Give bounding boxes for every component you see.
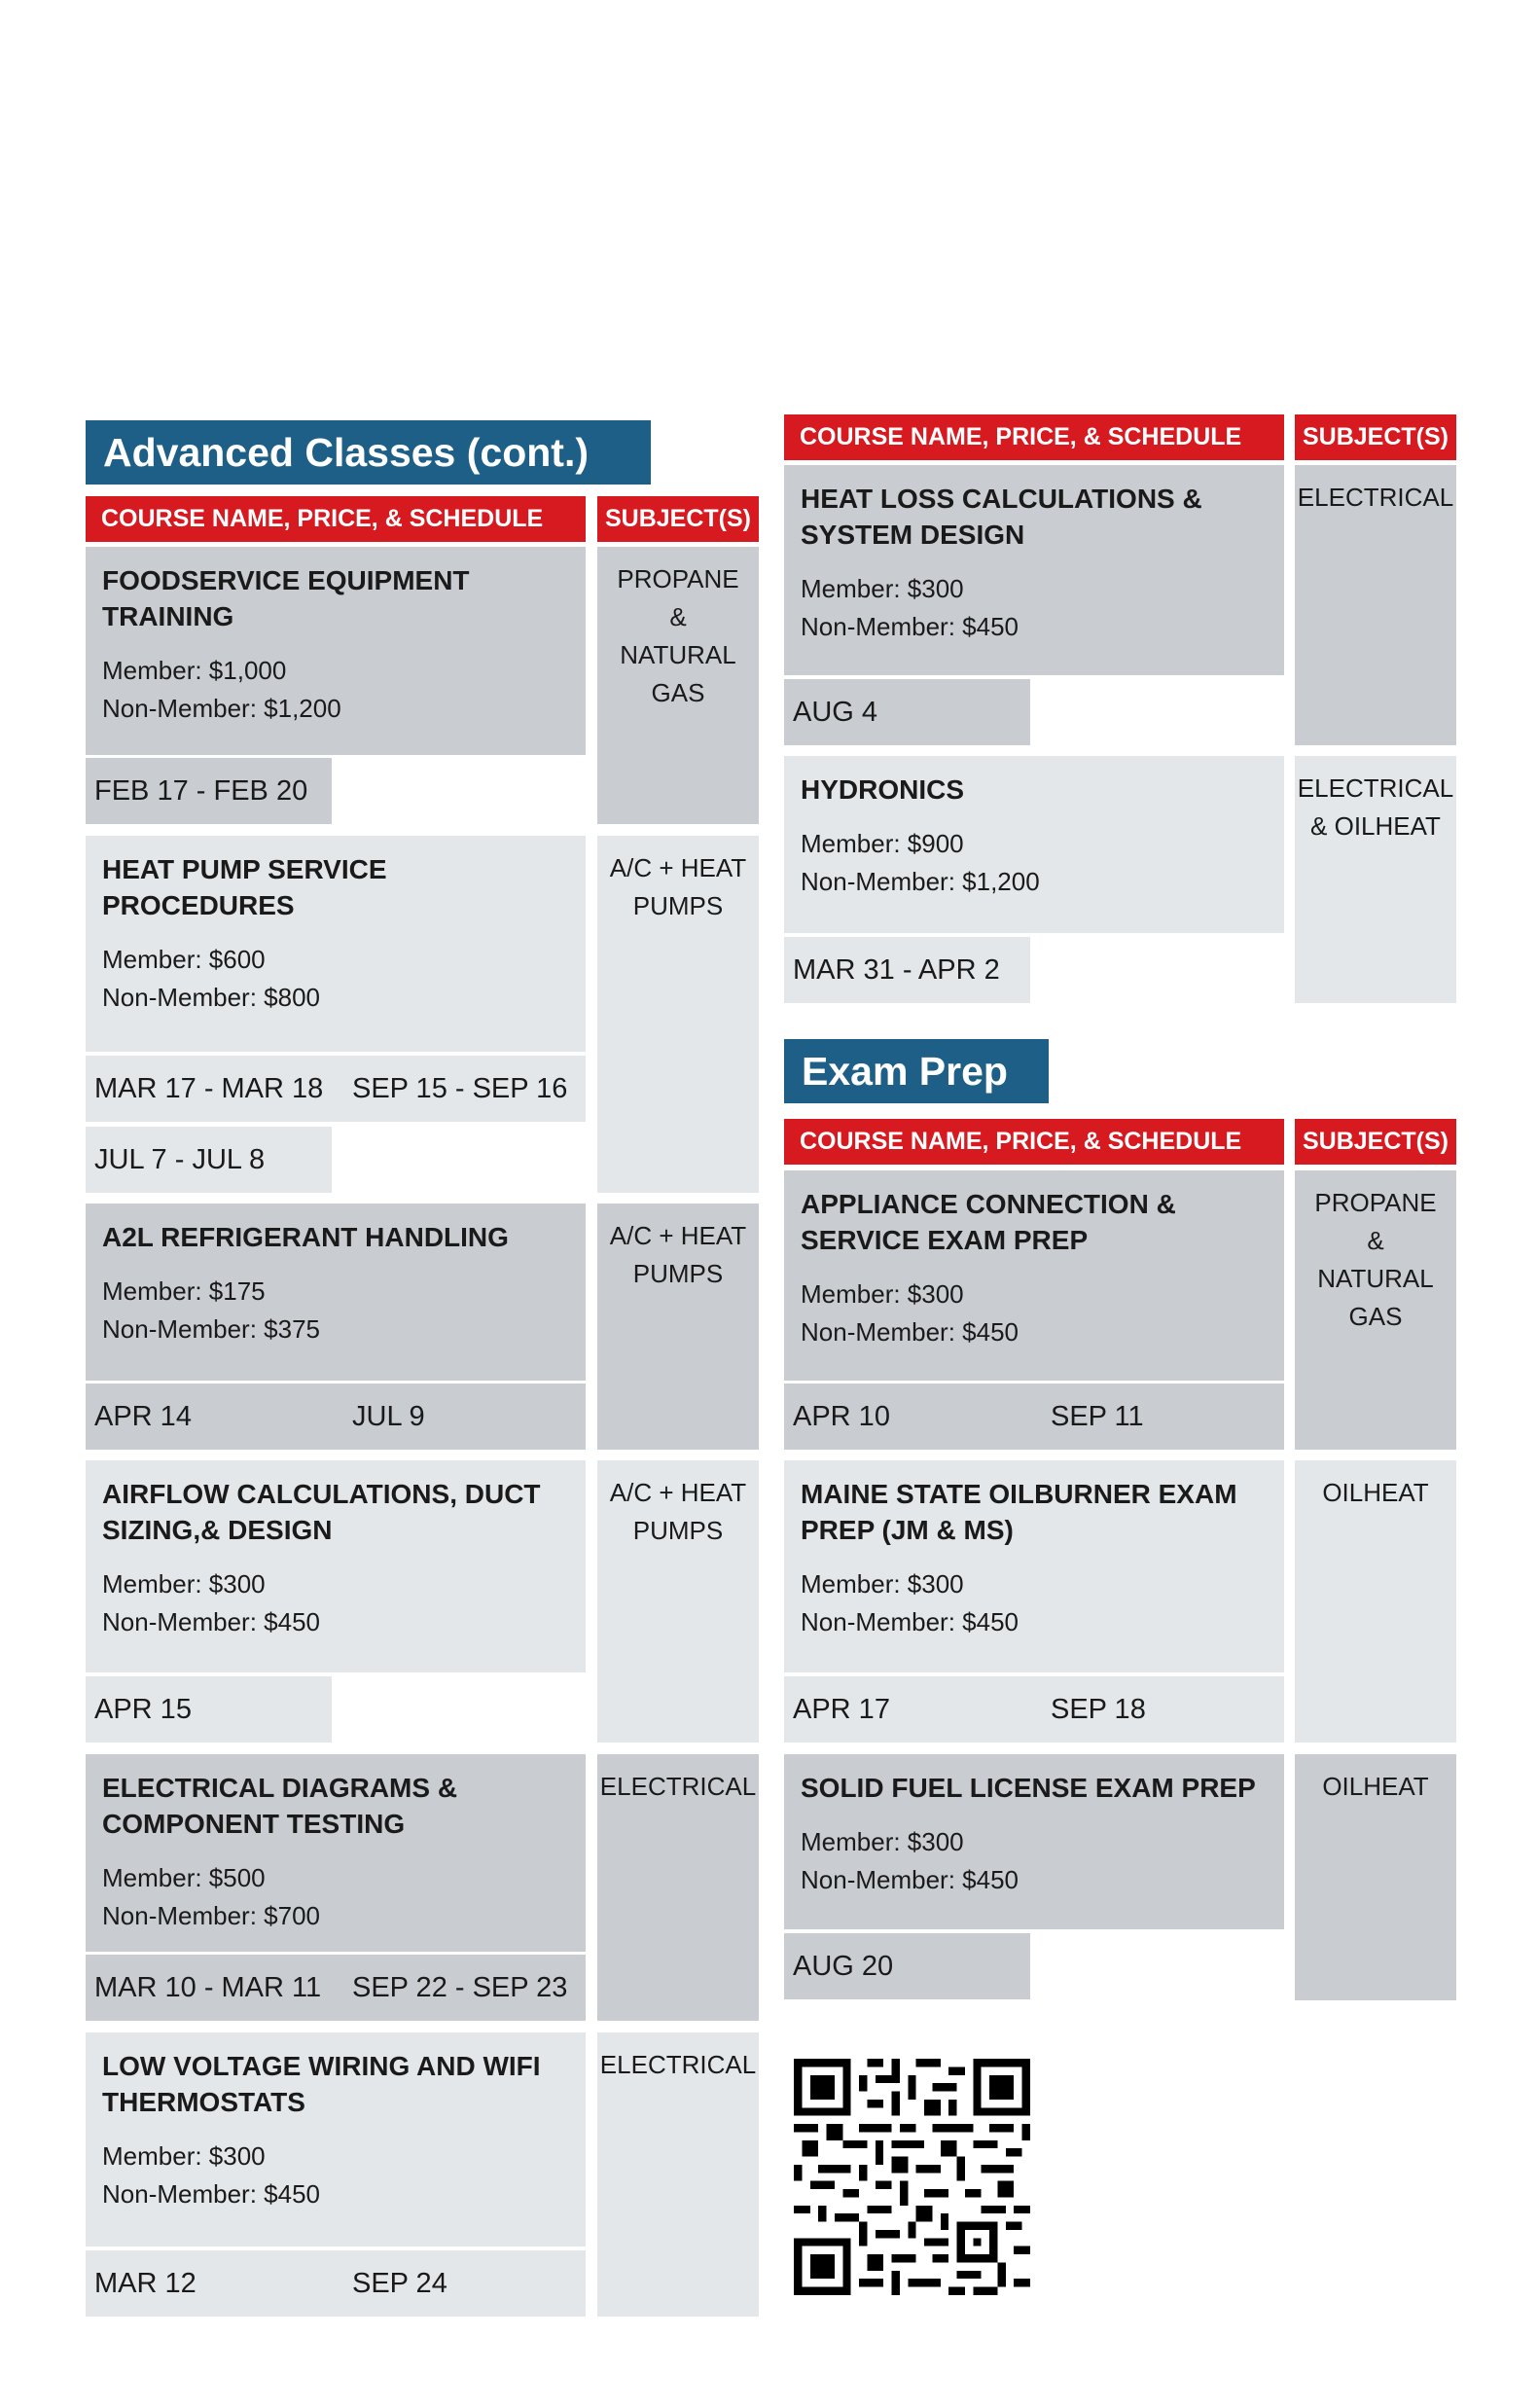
- course-price: [801, 1823, 1269, 1899]
- header-course-left: COURSE NAME, PRICE, & SCHEDULE: [86, 496, 586, 542]
- course-name: HEAT PUMP SERVICE PROCEDURES: [102, 854, 387, 920]
- member-price: Member: $300: [102, 2141, 266, 2171]
- course-price: [102, 1859, 570, 1935]
- course-price: [801, 825, 1269, 901]
- non-member-price: Non-Member: $450: [801, 612, 1019, 641]
- course-date: MAR 31 - APR 2: [784, 937, 1030, 1003]
- header-subject-right: SUBJECT(S): [1295, 414, 1456, 460]
- subject-solid-fuel: OILHEAT: [1295, 1754, 1456, 2000]
- course-price: [102, 941, 570, 1017]
- course-date: APR 17: [793, 1694, 890, 1725]
- course-card-airflow: [86, 1460, 586, 1672]
- course-date: SEP 24: [352, 2268, 447, 2299]
- course-card-electrical-diagrams: [86, 1754, 586, 1952]
- member-price: Member: $300: [801, 1279, 964, 1309]
- course-date: SEP 15 - SEP 16: [352, 1073, 568, 1104]
- course-card-heat-pump: [86, 836, 586, 1052]
- course-date-row: [86, 2250, 586, 2317]
- course-name: MAINE STATE OILBURNER EXAM PREP (JM & MS): [801, 1479, 1237, 1545]
- subject-heat-pump: A/C + HEAT PUMPS: [597, 836, 759, 1193]
- course-name: SOLID FUEL LICENSE EXAM PREP: [801, 1773, 1256, 1803]
- course-card-heat-loss: [784, 465, 1284, 675]
- member-price: Member: $175: [102, 1276, 266, 1306]
- course-price: [102, 1565, 570, 1641]
- qr-code-icon[interactable]: [794, 2059, 1030, 2295]
- course-price: [801, 1565, 1269, 1641]
- section-title-exam-prep: Exam Prep: [784, 1039, 1049, 1103]
- course-date: APR 10: [793, 1401, 890, 1432]
- course-price: [801, 1276, 1269, 1351]
- member-price: Member: $1,000: [102, 656, 287, 685]
- course-name: ELECTRICAL DIAGRAMS & COMPONENT TESTING: [102, 1773, 458, 1839]
- header-subject-exam: SUBJECT(S): [1295, 1119, 1456, 1165]
- header-course-exam: COURSE NAME, PRICE, & SCHEDULE: [784, 1119, 1284, 1165]
- qr-code-icon-graphic: [794, 2059, 1030, 2295]
- course-card-hydronics: [784, 756, 1284, 933]
- member-price: Member: $300: [801, 574, 964, 603]
- course-date: MAR 17 - MAR 18: [94, 1073, 324, 1104]
- subject-low-voltage: ELECTRICAL: [597, 2032, 759, 2317]
- subject-appliance: PROPANE & NATURAL GAS: [1295, 1170, 1456, 1450]
- non-member-price: Non-Member: $450: [801, 1317, 1019, 1347]
- member-price: Member: $500: [102, 1863, 266, 1892]
- subject-foodservice: PROPANE & NATURAL GAS: [597, 547, 759, 824]
- member-price: Member: $300: [801, 1827, 964, 1856]
- subject-a2l: A/C + HEAT PUMPS: [597, 1204, 759, 1450]
- course-date: SEP 11: [1051, 1401, 1144, 1432]
- course-name: AIRFLOW CALCULATIONS, DUCT SIZING,& DESIGN: [102, 1479, 541, 1545]
- course-date-row: [86, 1384, 586, 1450]
- course-card-a2l: [86, 1204, 586, 1381]
- course-card-foodservice: [86, 547, 586, 755]
- course-price: [102, 652, 570, 728]
- subject-electrical-diagrams: ELECTRICAL: [597, 1754, 759, 2021]
- course-card-solid-fuel: [784, 1754, 1284, 1929]
- non-member-price: Non-Member: $450: [102, 1607, 320, 1636]
- member-price: Member: $600: [102, 945, 266, 974]
- course-date-row: [86, 1056, 586, 1122]
- course-date: MAR 10 - MAR 11: [94, 1972, 322, 2003]
- header-subject-left: SUBJECT(S): [597, 496, 759, 542]
- course-date: SEP 18: [1051, 1694, 1146, 1725]
- member-price: Member: $300: [801, 1569, 964, 1599]
- course-date-row: [86, 1955, 586, 2021]
- course-date-row: [784, 1676, 1284, 1743]
- course-name: A2L REFRIGERANT HANDLING: [102, 1222, 509, 1252]
- course-name: APPLIANCE CONNECTION & SERVICE EXAM PREP: [801, 1189, 1176, 1255]
- subject-airflow: A/C + HEAT PUMPS: [597, 1460, 759, 1743]
- non-member-price: Non-Member: $800: [102, 983, 320, 1012]
- course-card-low-voltage: [86, 2032, 586, 2246]
- course-name: HYDRONICS: [801, 774, 965, 805]
- non-member-price: Non-Member: $1,200: [801, 867, 1040, 896]
- member-price: Member: $300: [102, 1569, 266, 1599]
- course-date-row: [784, 1384, 1284, 1450]
- course-date: MAR 12: [94, 2268, 197, 2299]
- course-price: [102, 2138, 570, 2213]
- section-title-advanced: Advanced Classes (cont.): [86, 420, 651, 485]
- course-name: FOODSERVICE EQUIPMENT TRAINING: [102, 565, 470, 631]
- course-card-maine-oilburner: [784, 1460, 1284, 1672]
- member-price: Member: $900: [801, 829, 964, 858]
- course-card-appliance: [784, 1170, 1284, 1381]
- course-date: APR 15: [86, 1676, 332, 1743]
- non-member-price: Non-Member: $700: [102, 1901, 320, 1930]
- subject-maine-oilburner: OILHEAT: [1295, 1460, 1456, 1743]
- course-date: JUL 9: [352, 1401, 425, 1432]
- course-date: FEB 17 - FEB 20: [86, 758, 332, 824]
- non-member-price: Non-Member: $1,200: [102, 694, 341, 723]
- course-date: AUG 20: [784, 1933, 1030, 1999]
- course-date: APR 14: [94, 1401, 192, 1432]
- course-date: JUL 7 - JUL 8: [86, 1127, 332, 1193]
- header-course-right: COURSE NAME, PRICE, & SCHEDULE: [784, 414, 1284, 460]
- course-name: HEAT LOSS CALCULATIONS & SYSTEM DESIGN: [801, 484, 1202, 550]
- non-member-price: Non-Member: $375: [102, 1314, 320, 1344]
- non-member-price: Non-Member: $450: [801, 1865, 1019, 1894]
- subject-hydronics: ELECTRICAL & OILHEAT: [1295, 756, 1456, 1003]
- subject-heat-loss: ELECTRICAL: [1295, 465, 1456, 745]
- non-member-price: Non-Member: $450: [102, 2179, 320, 2209]
- course-name: LOW VOLTAGE WIRING AND WIFI THERMOSTATS: [102, 2051, 541, 2117]
- course-date: SEP 22 - SEP 23: [352, 1972, 568, 2003]
- course-price: [102, 1273, 570, 1348]
- course-price: [801, 570, 1269, 646]
- course-date: AUG 4: [784, 679, 1030, 745]
- non-member-price: Non-Member: $450: [801, 1607, 1019, 1636]
